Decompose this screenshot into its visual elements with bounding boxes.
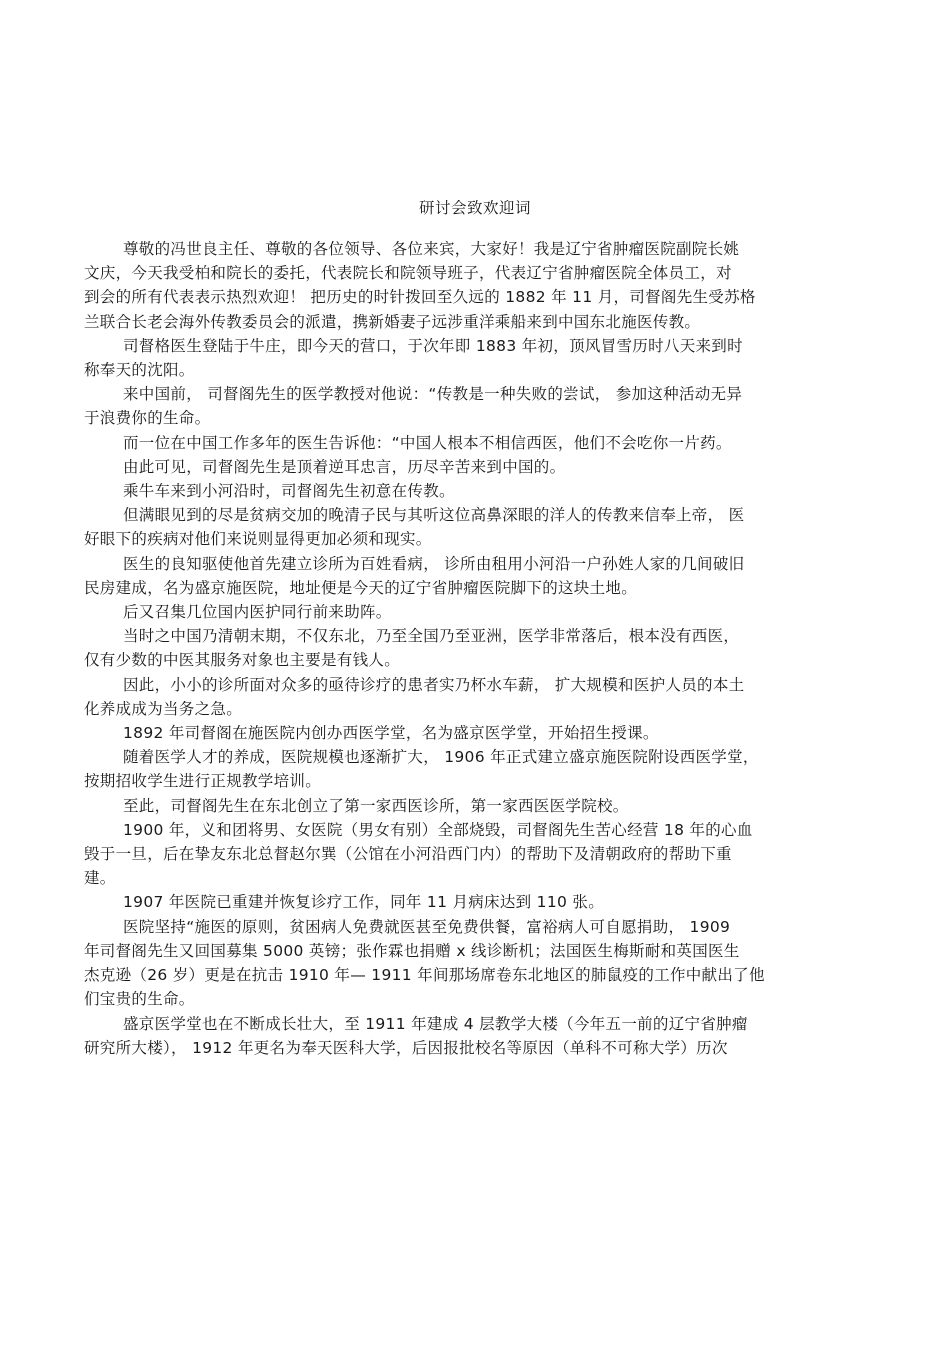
paragraph-line: 乘牛车来到小河沿时，司督阁先生初意在传教。 (123, 482, 455, 501)
paragraph-line: 民房建成，名为盛京施医院，地址便是今天的辽宁省肿瘤医院脚下的这块土地。 (84, 578, 638, 597)
paragraph-line: 到会的所有代表表示热烈欢迎！ 把历史的时针拨回至久远的 1882 年 11 月，司督阁先生受苏格 (84, 288, 756, 307)
paragraph-line: 但满眼见到的尽是贫病交加的晚清子民与其听这位高鼻深眼的洋人的传教来信奉上帝， 医 (123, 506, 745, 525)
paragraph-line: 后又召集几位国内医护同行前来助阵。 (123, 603, 392, 622)
paragraph (84, 818, 866, 891)
paragraph-line: 仅有少数的中医其服务对象也主要是有钱人。 (84, 651, 401, 670)
paragraph-line: 医院坚持“施医的原则，贫困病人免费就医甚至免费供餐，富裕病人可自愿捐助， 1909 (123, 917, 731, 936)
paragraph-line: 建。 (84, 869, 116, 888)
paragraph-line: 好眼下的疾病对他们来说则显得更加必须和现实。 (84, 530, 432, 549)
paragraph-line: 当时之中国乃清朝末期，不仅东北，乃至全国乃至亚洲，医学非常落后，根本没有西医， (123, 627, 740, 646)
paragraph (84, 237, 866, 334)
paragraph (84, 382, 866, 430)
paragraph-line: 医生的良知驱使他首先建立诊所为百姓看病， 诊所由租用小河沿一户孙姓人家的几间破旧 (123, 554, 745, 573)
paragraph (84, 915, 866, 1012)
paragraph-line: 于浪费你的生命。 (84, 409, 211, 428)
paragraph-line: 年司督阁先生又回国募集 5000 英镑；张作霖也捐赠 x 线诊断机；法国医生梅斯耐和英国医生 (84, 941, 740, 960)
paragraph-line: 按期招收学生进行正规教学培训。 (84, 772, 322, 791)
paragraph-line: 至此，司督阁先生在东北创立了第一家西医诊所，第一家西医医学院校。 (123, 796, 629, 815)
paragraph-line: 文庆，今天我受柏和院长的委托，代表院长和院领导班子，代表辽宁省肿瘤医院全体员工，对 (84, 264, 732, 283)
paragraph-line: 由此可见，司督阁先生是顶着逆耳忠言，历尽辛苦来到中国的。 (123, 457, 566, 476)
paragraph-line: 毁于一旦，后在挚友东北总督赵尔巽（公馆在小河沿西门内）的帮助下及清朝政府的帮助下重 (84, 845, 732, 864)
paragraph-line: 们宝贵的生命。 (84, 990, 195, 1009)
paragraph-line: 兰联合长老会海外传教委员会的派遣，携新婚妻子远涉重洋乘船来到中国东北施医传教。 (84, 312, 701, 331)
paragraph-line: 杰克逊（26 岁）更是在抗击 1910 年— 1911 年间那场席卷东北地区的肺鼠疫的工作中献出了他 (84, 966, 765, 985)
paragraph-line: 司督格医生登陆于牛庄，即今天的营口，于次年即 1883 年初，顶风冒雪历时八天来到时 (123, 336, 743, 355)
paragraph (84, 431, 866, 455)
paragraph-line: 1892 年司督阁在施医院内创办西医学堂，名为盛京医学堂，开始招生授课。 (123, 724, 659, 743)
paragraph-line: 尊敬的冯世良主任、尊敬的各位领导、各位来宾，大家好！我是辽宁省肿瘤医院副院长姚 (123, 240, 740, 258)
document-title: 研讨会致欢迎词 (418, 199, 531, 217)
paragraph-line: 因此，小小的诊所面对众多的亟待诊疗的患者实乃杯水车薪， 扩大规模和医护人员的本土 (123, 675, 745, 694)
paragraph-line: 1907 年医院已重建并恢复诊疗工作，同年 11 月病床达到 110 张。 (123, 893, 604, 912)
paragraph (84, 600, 866, 624)
paragraph-line: 而一位在中国工作多年的医生告诉他：“中国人根本不相信西医，他们不会吃你一片药。 (123, 433, 732, 452)
paragraph (84, 455, 866, 479)
paragraph-line: 随着医学人才的养成，医院规模也逐渐扩大， 1906 年正式建立盛京施医院附设西医学堂， (123, 748, 759, 767)
paragraph-line: 化养成成为当务之急。 (84, 699, 243, 718)
paragraph (84, 890, 866, 914)
paragraph-line: 盛京医学堂也在不断成长壮大，至 1911 年建成 4 层教学大楼（今年五一前的辽宁省肿瘤 (123, 1014, 748, 1033)
paragraph (84, 479, 866, 503)
paragraph (84, 552, 866, 600)
paragraph (84, 1012, 866, 1060)
paragraph (84, 745, 866, 793)
document-body (84, 237, 866, 1060)
paragraph-line: 来中国前， 司督阁先生的医学教授对他说：“传教是一种失败的尝试， 参加这种活动无异 (123, 385, 743, 404)
paragraph-line: 研究所大楼）， 1912 年更名为奉天医科大学，后因报批校名等原因（单科不可称大学）历次 (84, 1038, 728, 1057)
paragraph (84, 334, 866, 382)
paragraph-line: 1900 年，义和团将男、女医院（男女有别）全部烧毁，司督阁先生苦心经营 18 年的心血 (123, 820, 753, 839)
paragraph (84, 673, 866, 721)
paragraph (84, 794, 866, 818)
paragraph (84, 503, 866, 551)
paragraph (84, 624, 866, 672)
paragraph (84, 721, 866, 745)
paragraph-line: 称奉天的沈阳。 (84, 361, 195, 380)
